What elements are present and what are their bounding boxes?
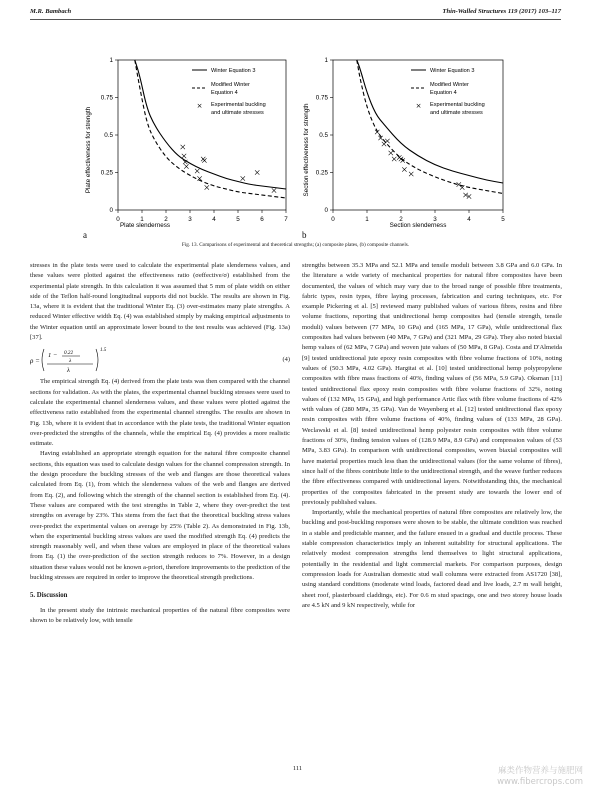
y-axis-label-a: Plate effectiveness for strength: [85, 106, 92, 194]
equation-graphic: [30, 343, 150, 377]
data-point-b-4: [389, 151, 393, 155]
right-column: [302, 261, 562, 611]
y-tick-label-b-2: 0.5: [319, 132, 328, 139]
x-axis-label-b: Section slenderness: [389, 222, 447, 229]
y-tick-label-a-1: 0.25: [100, 169, 113, 177]
chart-panel-a: [83, 57, 288, 240]
data-point-a-4: [195, 169, 199, 173]
eq-exponent: 1.5: [100, 348, 107, 354]
x-axis-label-a: Plate slenderness: [119, 222, 171, 229]
running-header-journal: Thin-Walled Structures 119 (2017) 103–117: [442, 8, 561, 15]
data-point-a-3: [184, 164, 188, 168]
figure-13: [0, 0, 595, 245]
data-point-a-8: [205, 185, 209, 189]
section-heading-discussion: 5. Discussion: [30, 592, 68, 600]
y-tick-label-a-4: 1: [109, 57, 113, 64]
chart-panel-b: [302, 57, 505, 240]
running-header-author: M.R. Bambach: [30, 8, 72, 15]
x-tick-label-a-1: 1: [140, 216, 144, 223]
panel-label-a: a: [83, 230, 87, 240]
equation-number: (4): [282, 356, 290, 364]
legend-marker-exp-a: ×: [196, 102, 203, 110]
y-tick-label-b-1: 0.25: [315, 169, 328, 177]
data-point-b-5: [392, 157, 396, 161]
x-tick-label-b-4: 4: [467, 216, 471, 223]
series-line-b-0: [357, 60, 503, 183]
x-tick-label-a-2: 2: [164, 216, 168, 223]
eq-lambda: λ: [67, 367, 70, 375]
paragraph-left-1: stresses in the plate tests were used to calculate the experimental plate slenderness values, and these values were plotted against the effectiveness ratio (σeffective/σ) established from the experimental plate strength. In this calculation it was assumed that 5 mm of plate width on either side of the Teflon half-round longitudinal supports did not buckle. The results are shown in Fig. 13a, where it is evident that the traditional Winter Eq. (3) over-estimates many plate strengths. A reduced Winter effective width Eq. (4) was established simply by making empirical adjustments to the Winter equation until an approximate lower bound to the test results was achieved (Fig. 13a) [37].: [30, 262, 290, 342]
legend-label-exp-a-1: Experimental buckling: [211, 102, 266, 108]
legend-a: [192, 68, 266, 116]
eq-frac-den: λ: [69, 358, 72, 365]
x-tick-label-b-1: 1: [365, 216, 369, 223]
eq-lhs: ρ =: [30, 357, 40, 366]
watermark-line-1: 麻类作物营养与施肥网: [497, 766, 583, 776]
y-tick-label-a-3: 0.75: [100, 94, 113, 102]
y-tick-label-a-2: 0.5: [104, 132, 113, 139]
legend-label-winter-b: Winter Equation 3: [430, 68, 475, 74]
data-point-a-10: [255, 170, 259, 174]
x-tick-label-a-6: 6: [260, 216, 264, 223]
data-point-a-0: [181, 145, 185, 149]
x-tick-label-a-5: 5: [236, 216, 240, 223]
paragraph-right-1: strengths between 35.3 MPa and 52.1 MPa and tensile moduli between 3.8 GPa and 6.0 GPa. In the literature a wide variety of mechanical properties for natural fibre composites have been documented, the values of which may vary due to the broad range of possible fibre treatments, fabric types, resin types, fibre laying processes, fabrication and curing techniques, etc. For example Pickering et al. [5] reviewed many published values of various fibres, resins and fibre volume fractions, reporting that unidirectional hemp composites had (tensile strength, tensile moduli) values between (77 MPa, 10 GPa) and (165 MPa, 17 GPa), while unidirectional flax composites had values between (40 MPa, 7 GPa) and (321 MPa, 29 GPa). They also noted biaxial hemp values of (62 MPa, 7 GPa) and woven jute values of (50 MPa, 8 GPa). Costa and D'Almeida [9] tested unidirectional jute epoxy resin composites with fibre volume fractions of 10%, noting values of (50.3 MPa, 4.02 GPa). Hargitai et al. [10] tested unidirectional hemp polypropylene composites with fibre mass fractions of 40%, finding values of (56 MPa, 5.9 GPa). Oksman [11] tested unidirectional flax epoxy resin composites with fibre volume fractions of 32%, noting values of (132 MPa, 15 GPa), and high performance Artic flax with fibre volume fractions of 42% with values of (280 MPa, 35 GPa). Van de Weyenberg et al. [12] tested unidirectional flax epoxy resin composites with fibre volume fractions of 40%, finding values of (133 MPa, 28 GPa). Weclawski et al. [8] tested unidirectional hemp polyester resin composites with fibre volume fractions of 30%, finding tension values of (128.9 MPa, 8.9 GPa) and compression values of (53 MPa, 3.83 GPa). In comparison with unidirectional composites, woven biaxial composites will have material properties much less than the unidirectional values (for the same volume of fibres), since half of the fibres contribute little to the unidirectional strength, and the weave further reduces the fibre effectiveness compared with unidirectional layers. Notwithstanding this, the mechanical properties of the composites fabricated in the present study are towards the lower end of previously published values.: [302, 262, 562, 506]
paragraph-right-2: Importantly, while the mechanical properties of natural fibre composites are relatively low, the buckling and post-buckling responses were shown to be stable, the ultimate condition was reached in a stable and predictable manner, and the failure ensued in a gradual and ductile process. These stable compression characteristics imply an inherent suitability for structural applications. The relatively modest compression strengths lend themselves to light structural applications, potentially in the residential and light commercial markets. For comparison purposes, design compression loads for Australian domestic stud wall columns were extracted from AS1720 [38], using standard conditions (moderate wind loads, factored dead and live loads, 2.7 m wall height, sheet roof, plasterboard claddings, etc). For 0.6 m stud spacings, one and two storey house loads are 4.5 kN and 9 kN respectively, while for: [302, 509, 562, 609]
legend-marker-exp-b: ×: [415, 102, 422, 110]
y-tick-label-b-4: 1: [324, 57, 328, 64]
data-point-a-9: [241, 176, 245, 180]
legend-label-exp-b-2: and ultimate stresses: [430, 110, 483, 116]
paragraph-left-3: Having established an appropriate strength equation for the natural fibre composite channel sections, this equation was used to calculate design values for the channel compression strength. In the design procedure the buckling stresses of the web and flanges are those theoretical values calculated from Eq. (1), from which the slenderness values of the web and flanges are derived from Eq. (2), and following which the strength of the channel section is established from Eq. (4). These values are compared with the test strengths in Table 2, where they over-predict the test strengths on average by 23%. This stems from the fact that the theoretical buckling stress values over-predict the experimental values on average by 25% (Table 2). As demonstrated in Fig. 13b, when the experimental buckling stress values are used the modified strength Eq. (4) predicts the strength reasonably well, and when these values are employed in place of the theoretical values from Eq. (1) the over-prediction of the section strength reduces to 7%. However, in a design situation these values would not be known a-priori, therefore improvements to the prediction of the buckling stresses are required in order to improve the theoretical strength predictions.: [30, 450, 290, 582]
series-line-b-1: [357, 60, 503, 194]
data-point-b-3: [385, 139, 389, 143]
x-tick-label-a-4: 4: [212, 216, 216, 223]
x-tick-label-b-2: 2: [399, 216, 403, 223]
data-point-b-10: [409, 172, 413, 176]
watermark-line-2: www.fibercrops.com: [497, 777, 583, 787]
figure-caption: Fig. 13. Comparisons of experimental and theoretical strengths; (a) composite plates, (b) composite channels.: [181, 242, 410, 248]
watermark: [497, 766, 583, 788]
legend-label-exp-a-2: and ultimate stresses: [211, 110, 264, 116]
x-tick-label-b-3: 3: [433, 216, 437, 223]
y-tick-label-b-0: 0: [324, 207, 328, 214]
y-tick-label-b-3: 0.75: [315, 94, 328, 102]
eq-frac-num: 0.22: [64, 350, 74, 357]
y-tick-label-a-0: 0: [109, 207, 113, 214]
legend-label-modified-b-1: Modified Winter: [430, 82, 469, 88]
y-axis-label-b: Section effectiveness for strength: [303, 103, 310, 197]
page-number: 111: [292, 765, 303, 772]
data-point-b-9: [402, 167, 406, 171]
x-tick-label-a-3: 3: [188, 216, 192, 223]
paragraph-left-2: The empirical strength Eq. (4) derived from the plate tests was then compared with the channel sections for validation. As with the plates, the experimental channel buckling stresses were used to calculate the experimental channel slenderness values, and these values were plotted against the effectiveness ratio established from the experimental channel strengths. The results are shown in Fig. 13b, where it is evident that in accordance with the plate tests, the traditional Winter equation over-predicted the strengths of the channels, while the empirical Eq. (4) provides a more realistic estimate.: [30, 378, 290, 448]
eq-one-minus: 1 −: [48, 352, 58, 360]
legend-label-modified-b-2: Equation 4: [430, 90, 457, 96]
data-point-a-7: [202, 158, 206, 162]
legend-b: [411, 68, 485, 116]
plot-area-a: [118, 60, 286, 210]
left-column: [30, 261, 290, 626]
data-point-a-11: [272, 188, 276, 192]
data-point-a-1: [182, 154, 186, 158]
equation-4: [30, 343, 290, 377]
paragraph-left-4: In the present study the intrinsic mechanical properties of the natural fibre composites were shown to be relatively low, with tensile: [30, 606, 290, 624]
series-line-a-0: [135, 60, 286, 189]
legend-label-winter-a: Winter Equation 3: [211, 68, 256, 74]
legend-label-exp-b-1: Experimental buckling: [430, 102, 485, 108]
panel-label-b: b: [302, 230, 307, 240]
x-tick-label-a-0: 0: [116, 216, 120, 223]
plot-area-b: [333, 60, 503, 210]
x-tick-label-b-0: 0: [331, 216, 335, 223]
x-tick-label-b-5: 5: [501, 216, 505, 223]
legend-label-modified-a-2: Equation 4: [211, 90, 238, 96]
legend-label-modified-a-1: Modified Winter: [211, 82, 250, 88]
x-tick-label-a-7: 7: [284, 216, 288, 223]
